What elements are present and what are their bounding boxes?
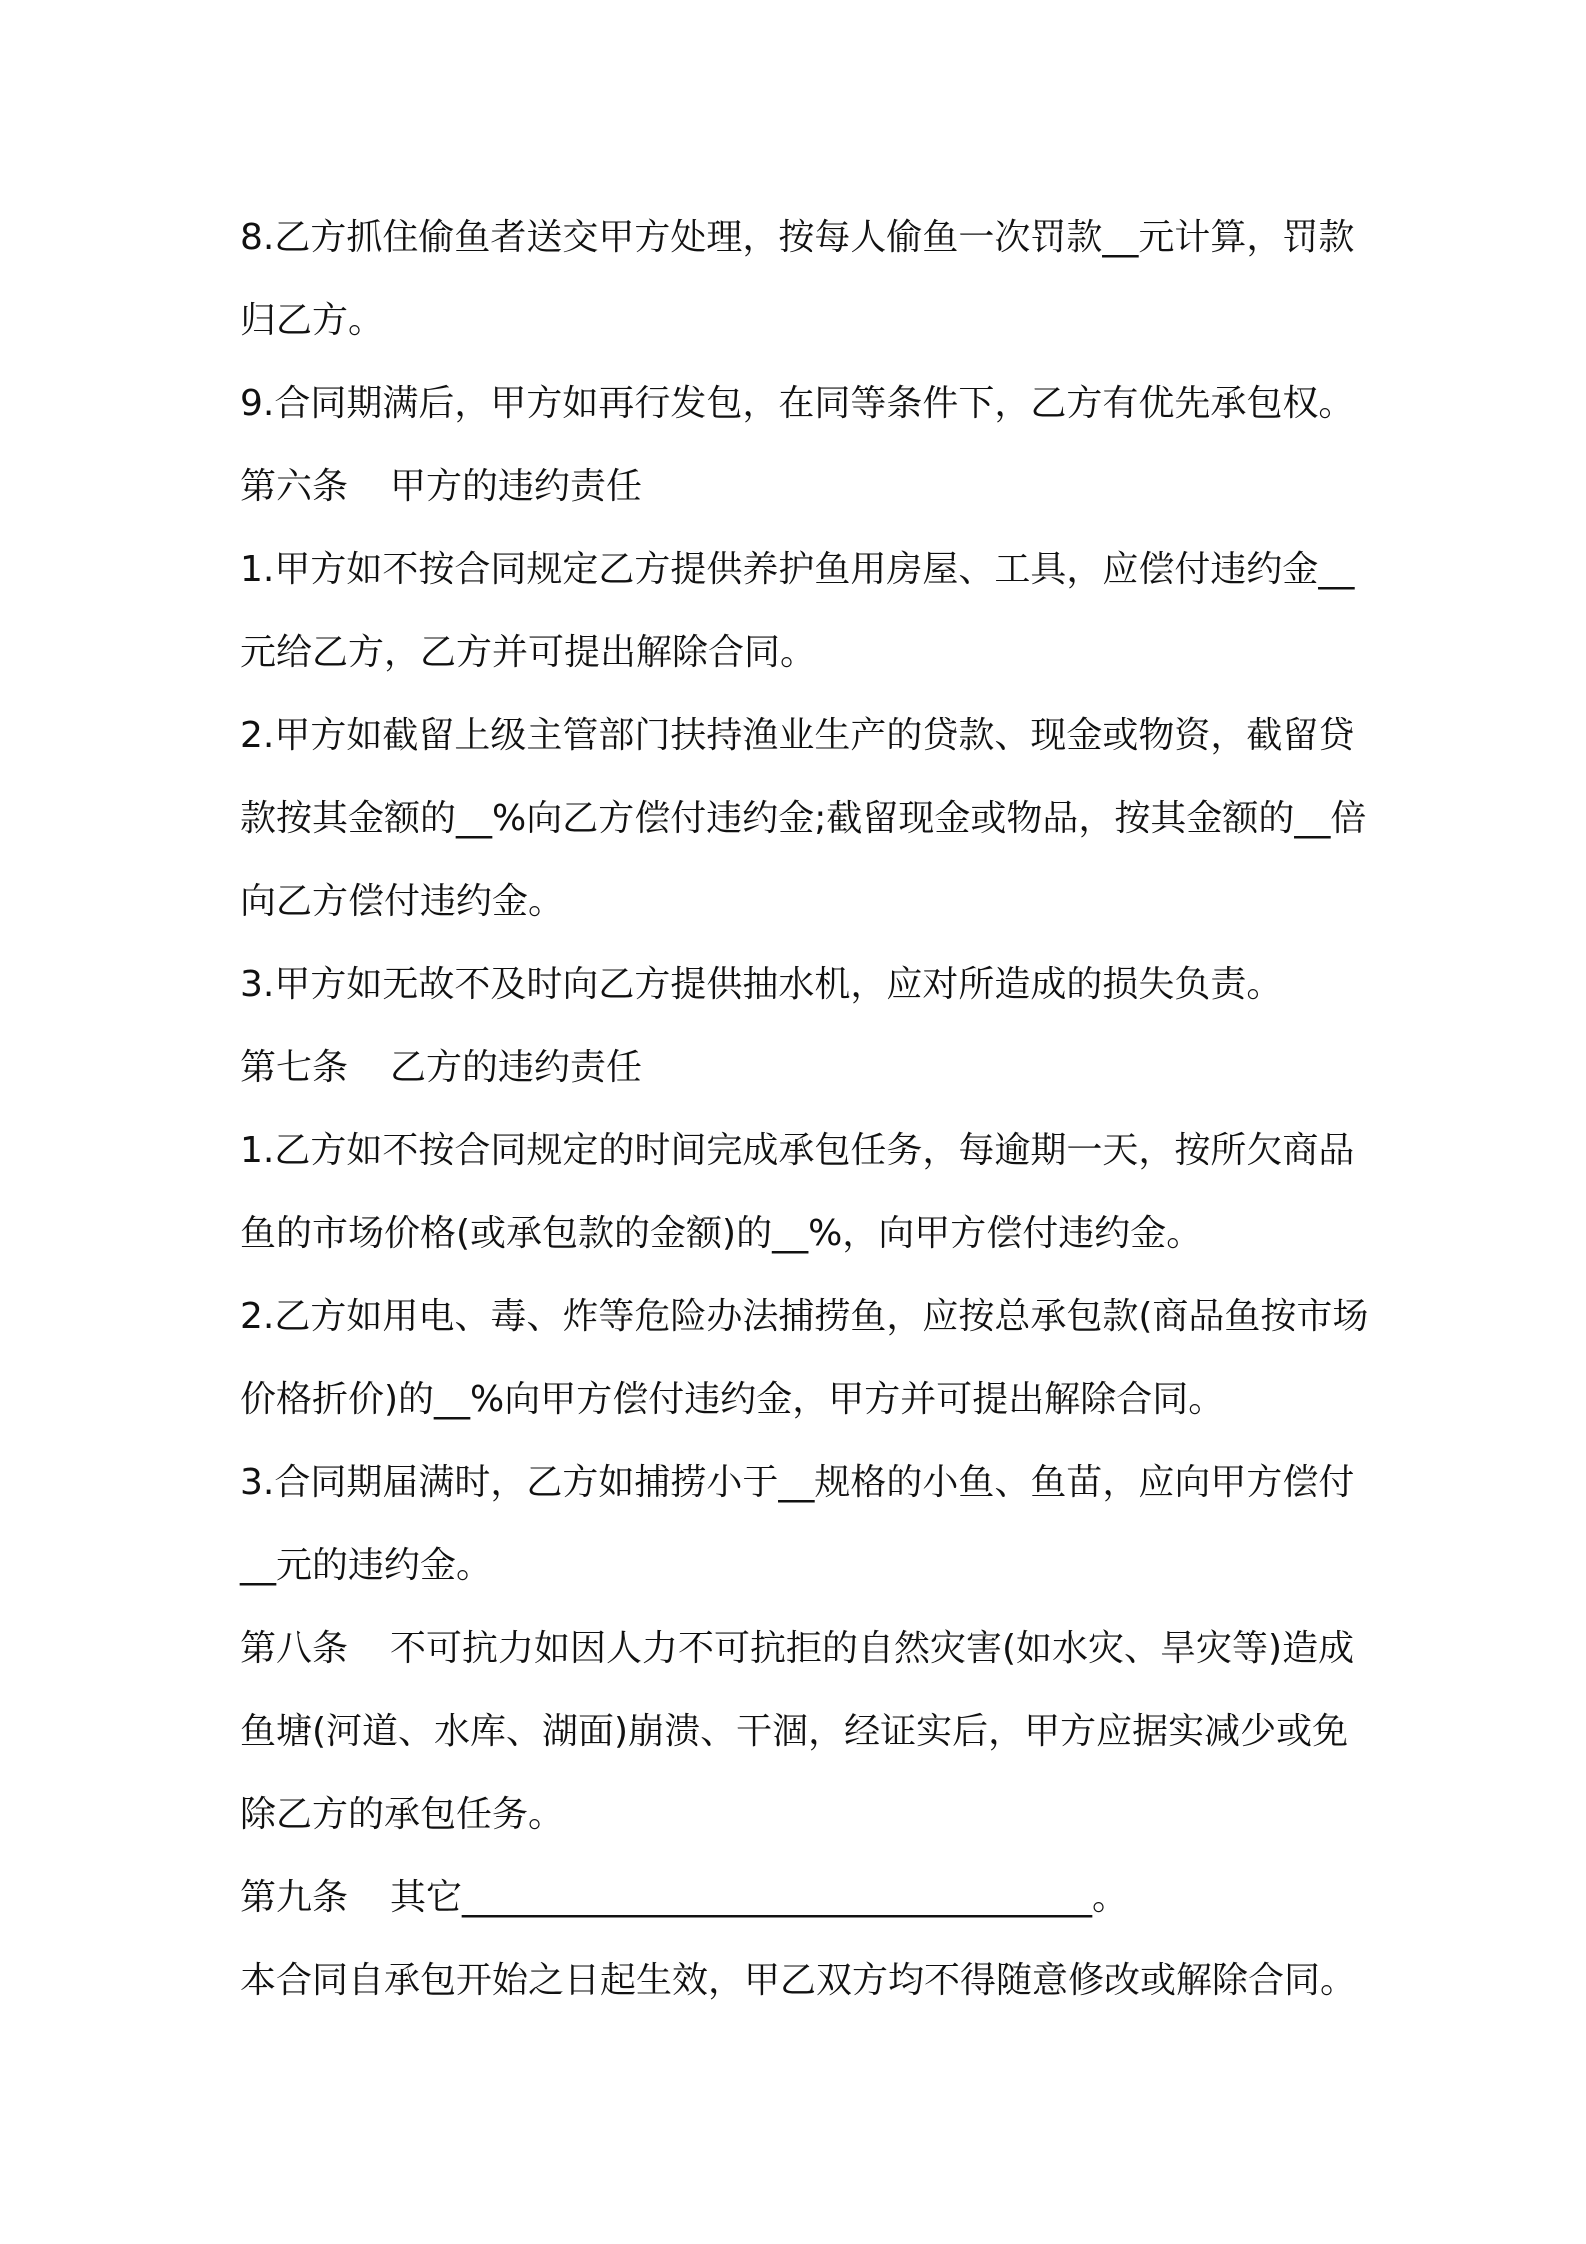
article-9-number: 第九条: [240, 1877, 349, 1918]
article-8-number: 第八条: [240, 1628, 349, 1669]
article-7-item-3: 3.合同期届满时，乙方如捕捞小于__规格的小鱼、鱼苗，应向甲方偿付__元的违约金。: [240, 1462, 1355, 1586]
article-6-number: 第六条: [240, 466, 349, 507]
closing-clause: 本合同自承包开始之日起生效，甲乙双方均不得随意修改或解除合同。: [240, 1960, 1357, 2001]
article-7-number: 第七条: [240, 1047, 349, 1088]
article-9-text: 其它___________________________________。: [390, 1877, 1129, 1918]
article-8: [240, 1607, 1370, 1856]
article-9: [240, 1856, 1370, 1939]
article-6-item-1: 1.甲方如不按合同规定乙方提供养护鱼用房屋、工具，应偿付违约金__元给乙方，乙方并可提出解除合同。: [240, 549, 1355, 673]
article-7-title: 乙方的违约责任: [390, 1047, 643, 1088]
article-6-heading: [240, 445, 1370, 528]
clause-8: 8.乙方抓住偷鱼者送交甲方处理，按每人偷鱼一次罚款__元计算，罚款归乙方。: [240, 217, 1355, 341]
document-page: [240, 196, 1370, 2022]
article-6-item-2: 2.甲方如截留上级主管部门扶持渔业生产的贷款、现金或物资，截留贷款按其金额的__%向乙方偿付违约金;截留现金或物品，按其金额的__倍向乙方偿付违约金。: [240, 715, 1367, 922]
article-7-heading: [240, 1026, 1370, 1109]
clause-9: 9.合同期满后，甲方如再行发包，在同等条件下，乙方有优先承包权。: [240, 383, 1355, 424]
article-7-item-1: 1.乙方如不按合同规定的时间完成承包任务，每逾期一天，按所欠商品鱼的市场价格(或承包款的金额)的__%，向甲方偿付违约金。: [240, 1130, 1355, 1254]
article-8-text: 不可抗力如因人力不可抗拒的自然灾害(如水灾、旱灾等)造成鱼塘(河道、水库、湖面)崩溃、干涸，经证实后，甲方应据实减少或免除乙方的承包任务。: [240, 1628, 1355, 1835]
article-7-item-2: 2.乙方如用电、毒、炸等危险办法捕捞鱼，应按总承包款(商品鱼按市场价格折价)的__%向甲方偿付违约金，甲方并可提出解除合同。: [240, 1296, 1369, 1420]
article-6-item-3: 3.甲方如无故不及时向乙方提供抽水机，应对所造成的损失负责。: [240, 964, 1283, 1005]
article-6-title: 甲方的违约责任: [390, 466, 643, 507]
